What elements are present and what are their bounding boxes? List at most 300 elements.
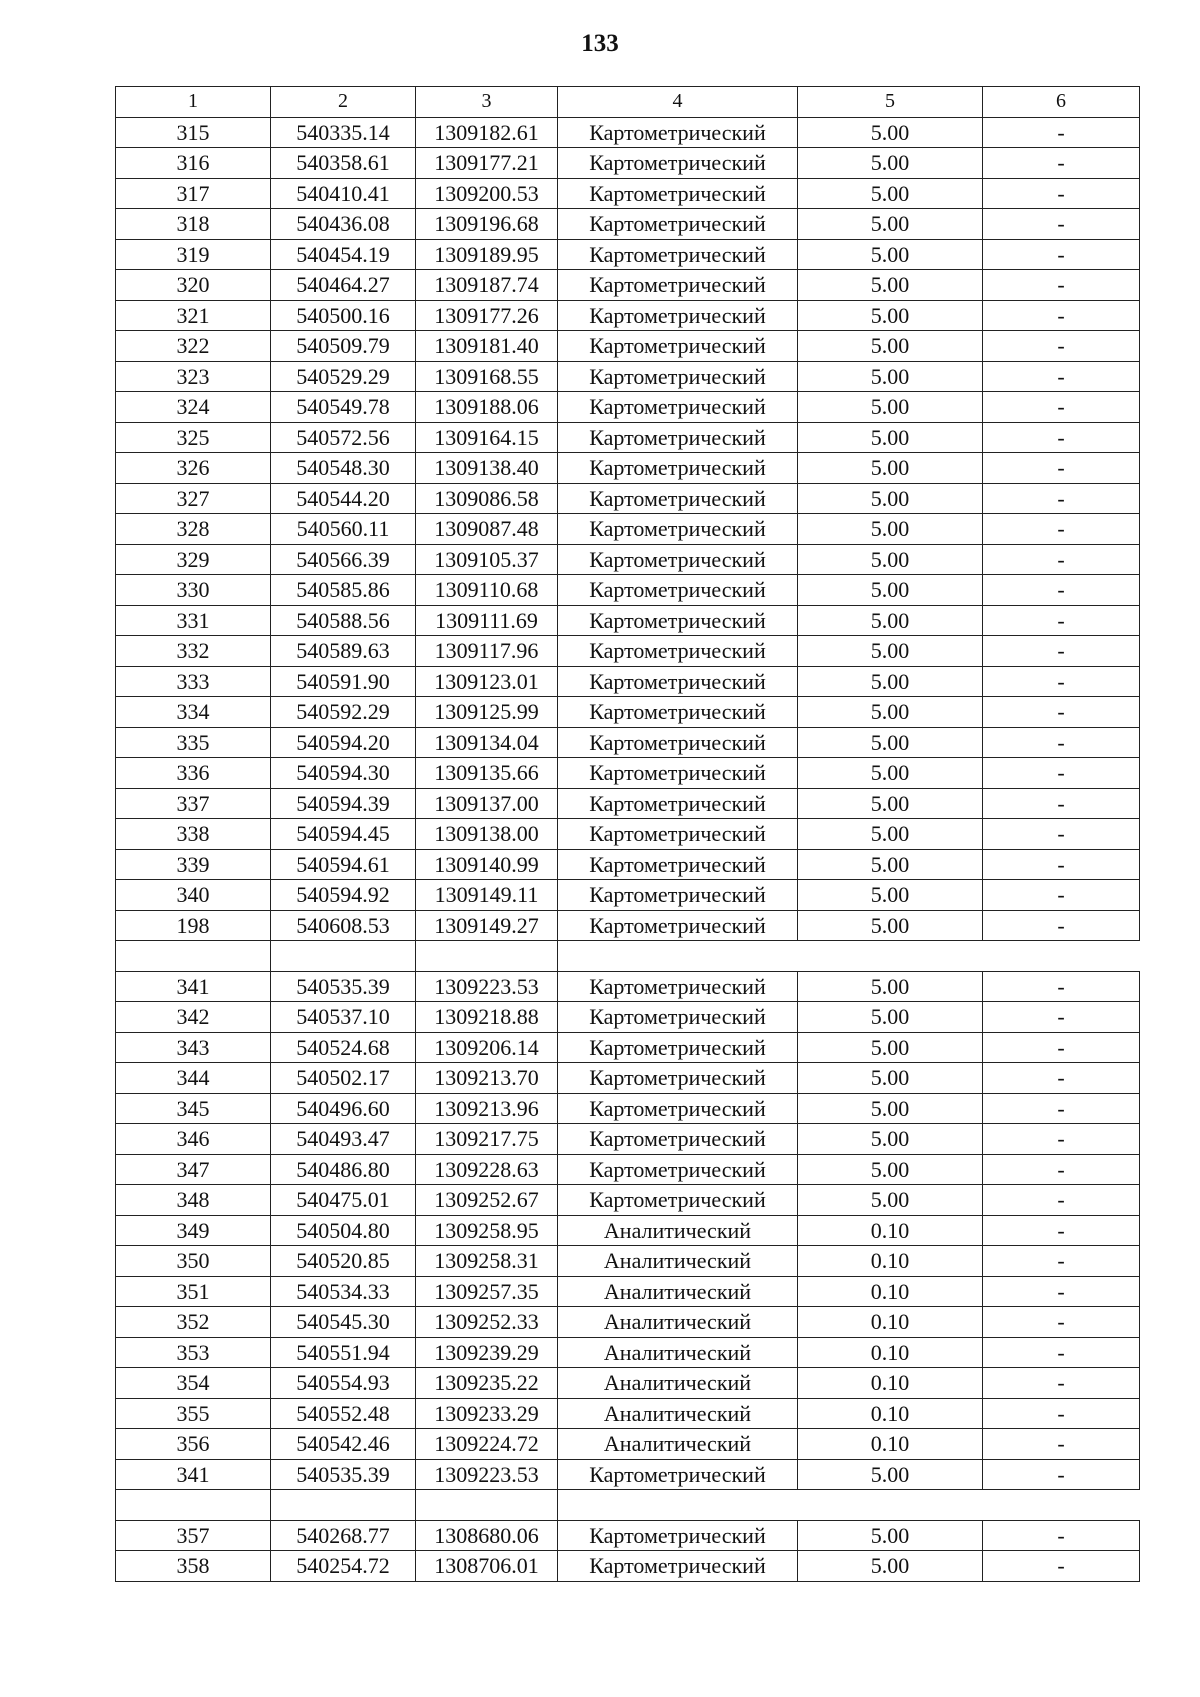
table-row [116,880,1140,911]
table-row [116,819,1140,850]
table-row [116,483,1140,514]
empty-cell [416,1490,558,1521]
point-number-cell: 318 [116,209,271,240]
point-number-cell: 356 [116,1429,271,1460]
accuracy-cell: 5.00 [798,758,983,789]
description-cell: - [983,1398,1140,1429]
description-cell: - [983,483,1140,514]
table-row [116,605,1140,636]
y-coordinate-cell: 1309213.96 [416,1093,558,1124]
method-cell: Картометрический [558,1520,798,1551]
x-coordinate-cell: 540500.16 [271,300,416,331]
method-cell: Картометрический [558,1459,798,1490]
accuracy-cell: 5.00 [798,910,983,941]
point-number-cell: 351 [116,1276,271,1307]
x-coordinate-cell: 540608.53 [271,910,416,941]
point-number-cell: 328 [116,514,271,545]
point-number-cell: 329 [116,544,271,575]
x-coordinate-cell: 540464.27 [271,270,416,301]
point-number-cell: 358 [116,1551,271,1582]
method-cell: Картометрический [558,575,798,606]
method-cell: Картометрический [558,270,798,301]
point-number-cell: 317 [116,178,271,209]
method-cell: Картометрический [558,300,798,331]
y-coordinate-cell: 1309110.68 [416,575,558,606]
method-cell: Картометрический [558,910,798,941]
description-cell: - [983,666,1140,697]
column-header: 3 [416,87,558,118]
table-row [116,148,1140,179]
accuracy-cell: 5.00 [798,453,983,484]
point-number-cell: 338 [116,819,271,850]
x-coordinate-cell: 540554.93 [271,1368,416,1399]
accuracy-cell: 5.00 [798,788,983,819]
y-coordinate-cell: 1309149.11 [416,880,558,911]
table-separator-row [116,1490,1140,1521]
description-cell: - [983,514,1140,545]
description-cell: - [983,1337,1140,1368]
table-row [116,544,1140,575]
method-cell: Картометрический [558,1032,798,1063]
y-coordinate-cell: 1309111.69 [416,605,558,636]
y-coordinate-cell: 1309196.68 [416,209,558,240]
table-row [116,300,1140,331]
x-coordinate-cell: 540594.45 [271,819,416,850]
table-row [116,575,1140,606]
x-coordinate-cell: 540560.11 [271,514,416,545]
method-cell: Картометрический [558,1002,798,1033]
method-cell: Картометрический [558,880,798,911]
y-coordinate-cell: 1309140.99 [416,849,558,880]
description-cell: - [983,1154,1140,1185]
x-coordinate-cell: 540454.19 [271,239,416,270]
empty-cell [558,941,1140,972]
accuracy-cell: 5.00 [798,1551,983,1582]
table-body [116,87,1140,1582]
description-cell: - [983,819,1140,850]
accuracy-cell: 5.00 [798,514,983,545]
point-number-cell: 325 [116,422,271,453]
point-number-cell: 357 [116,1520,271,1551]
x-coordinate-cell: 540529.29 [271,361,416,392]
accuracy-cell: 5.00 [798,971,983,1002]
point-number-cell: 347 [116,1154,271,1185]
method-cell: Аналитический [558,1215,798,1246]
y-coordinate-cell: 1309123.01 [416,666,558,697]
method-cell: Картометрический [558,483,798,514]
empty-cell [416,941,558,972]
accuracy-cell: 5.00 [798,483,983,514]
accuracy-cell: 5.00 [798,1002,983,1033]
x-coordinate-cell: 540358.61 [271,148,416,179]
x-coordinate-cell: 540509.79 [271,331,416,362]
point-number-cell: 315 [116,117,271,148]
table-row [116,758,1140,789]
method-cell: Картометрический [558,971,798,1002]
x-coordinate-cell: 540594.39 [271,788,416,819]
accuracy-cell: 5.00 [798,1124,983,1155]
table-row [116,849,1140,880]
table-row [116,1276,1140,1307]
table-row [116,1337,1140,1368]
description-cell: - [983,361,1140,392]
x-coordinate-cell: 540535.39 [271,1459,416,1490]
y-coordinate-cell: 1309224.72 [416,1429,558,1460]
method-cell: Картометрический [558,1551,798,1582]
accuracy-cell: 5.00 [798,1185,983,1216]
point-number-cell: 316 [116,148,271,179]
accuracy-cell: 5.00 [798,148,983,179]
table-row [116,1124,1140,1155]
x-coordinate-cell: 540496.60 [271,1093,416,1124]
table-row [116,636,1140,667]
method-cell: Аналитический [558,1246,798,1277]
table-row [116,1093,1140,1124]
point-number-cell: 353 [116,1337,271,1368]
x-coordinate-cell: 540502.17 [271,1063,416,1094]
x-coordinate-cell: 540585.86 [271,575,416,606]
method-cell: Картометрический [558,178,798,209]
y-coordinate-cell: 1309228.63 [416,1154,558,1185]
table-row [116,392,1140,423]
method-cell: Картометрический [558,422,798,453]
description-cell: - [983,148,1140,179]
x-coordinate-cell: 540537.10 [271,1002,416,1033]
y-coordinate-cell: 1309223.53 [416,1459,558,1490]
accuracy-cell: 5.00 [798,575,983,606]
x-coordinate-cell: 540591.90 [271,666,416,697]
column-header: 4 [558,87,798,118]
method-cell: Картометрический [558,758,798,789]
accuracy-cell: 5.00 [798,727,983,758]
table-row [116,910,1140,941]
description-cell: - [983,849,1140,880]
accuracy-cell: 5.00 [798,697,983,728]
method-cell: Картометрический [558,666,798,697]
accuracy-cell: 5.00 [798,544,983,575]
point-number-cell: 340 [116,880,271,911]
table-separator-row [116,941,1140,972]
accuracy-cell: 0.10 [798,1429,983,1460]
table-row [116,971,1140,1002]
point-number-cell: 343 [116,1032,271,1063]
y-coordinate-cell: 1309134.04 [416,727,558,758]
description-cell: - [983,880,1140,911]
point-number-cell: 344 [116,1063,271,1094]
point-number-cell: 341 [116,1459,271,1490]
point-number-cell: 332 [116,636,271,667]
empty-cell [116,1490,271,1521]
x-coordinate-cell: 540254.72 [271,1551,416,1582]
point-number-cell: 346 [116,1124,271,1155]
point-number-cell: 348 [116,1185,271,1216]
x-coordinate-cell: 540544.20 [271,483,416,514]
table-row [116,1215,1140,1246]
y-coordinate-cell: 1309188.06 [416,392,558,423]
description-cell: - [983,209,1140,240]
y-coordinate-cell: 1309252.33 [416,1307,558,1338]
table-row [116,1002,1140,1033]
y-coordinate-cell: 1309200.53 [416,178,558,209]
description-cell: - [983,697,1140,728]
y-coordinate-cell: 1309105.37 [416,544,558,575]
y-coordinate-cell: 1309138.00 [416,819,558,850]
page-number: 133 [581,30,619,57]
accuracy-cell: 5.00 [798,239,983,270]
method-cell: Картометрический [558,819,798,850]
description-cell: - [983,178,1140,209]
table-row [116,270,1140,301]
table-row [116,1154,1140,1185]
table-row [116,117,1140,148]
description-cell: - [983,788,1140,819]
coordinates-table [115,86,1140,1582]
accuracy-cell: 5.00 [798,361,983,392]
point-number-cell: 198 [116,910,271,941]
method-cell: Картометрический [558,697,798,728]
column-header: 6 [983,87,1140,118]
method-cell: Картометрический [558,209,798,240]
point-number-cell: 323 [116,361,271,392]
description-cell: - [983,1551,1140,1582]
y-coordinate-cell: 1309258.95 [416,1215,558,1246]
y-coordinate-cell: 1309206.14 [416,1032,558,1063]
description-cell: - [983,1368,1140,1399]
table-row [116,239,1140,270]
y-coordinate-cell: 1309239.29 [416,1337,558,1368]
description-cell: - [983,758,1140,789]
table-row [116,514,1140,545]
y-coordinate-cell: 1309252.67 [416,1185,558,1216]
x-coordinate-cell: 540551.94 [271,1337,416,1368]
y-coordinate-cell: 1309257.35 [416,1276,558,1307]
point-number-cell: 350 [116,1246,271,1277]
method-cell: Картометрический [558,514,798,545]
point-number-cell: 319 [116,239,271,270]
accuracy-cell: 5.00 [798,392,983,423]
point-number-cell: 341 [116,971,271,1002]
x-coordinate-cell: 540493.47 [271,1124,416,1155]
empty-cell [271,941,416,972]
method-cell: Картометрический [558,849,798,880]
point-number-cell: 321 [116,300,271,331]
point-number-cell: 330 [116,575,271,606]
point-number-cell: 339 [116,849,271,880]
empty-cell [271,1490,416,1521]
table-row [116,1459,1140,1490]
description-cell: - [983,636,1140,667]
y-coordinate-cell: 1309168.55 [416,361,558,392]
description-cell: - [983,1093,1140,1124]
description-cell: - [983,1307,1140,1338]
method-cell: Картометрический [558,1154,798,1185]
accuracy-cell: 5.00 [798,1154,983,1185]
accuracy-cell: 5.00 [798,209,983,240]
table-row [116,209,1140,240]
point-number-cell: 349 [116,1215,271,1246]
accuracy-cell: 5.00 [798,300,983,331]
description-cell: - [983,1002,1140,1033]
method-cell: Картометрический [558,361,798,392]
point-number-cell: 342 [116,1002,271,1033]
accuracy-cell: 5.00 [798,880,983,911]
description-cell: - [983,1124,1140,1155]
description-cell: - [983,1520,1140,1551]
table-row [116,422,1140,453]
method-cell: Аналитический [558,1337,798,1368]
y-coordinate-cell: 1309189.95 [416,239,558,270]
table-row [116,1185,1140,1216]
accuracy-cell: 0.10 [798,1307,983,1338]
description-cell: - [983,300,1140,331]
description-cell: - [983,270,1140,301]
method-cell: Аналитический [558,1368,798,1399]
table-row [116,1551,1140,1582]
accuracy-cell: 5.00 [798,1520,983,1551]
description-cell: - [983,971,1140,1002]
accuracy-cell: 5.00 [798,422,983,453]
description-cell: - [983,544,1140,575]
x-coordinate-cell: 540410.41 [271,178,416,209]
y-coordinate-cell: 1309181.40 [416,331,558,362]
description-cell: - [983,575,1140,606]
method-cell: Картометрический [558,117,798,148]
accuracy-cell: 5.00 [798,331,983,362]
description-cell: - [983,117,1140,148]
table-row [116,1063,1140,1094]
x-coordinate-cell: 540548.30 [271,453,416,484]
description-cell: - [983,1459,1140,1490]
table-row [116,1398,1140,1429]
empty-cell [558,1490,1140,1521]
description-cell: - [983,1032,1140,1063]
accuracy-cell: 0.10 [798,1368,983,1399]
x-coordinate-cell: 540504.80 [271,1215,416,1246]
method-cell: Картометрический [558,788,798,819]
point-number-cell: 333 [116,666,271,697]
y-coordinate-cell: 1309233.29 [416,1398,558,1429]
method-cell: Картометрический [558,544,798,575]
accuracy-cell: 0.10 [798,1398,983,1429]
y-coordinate-cell: 1309177.26 [416,300,558,331]
x-coordinate-cell: 540594.30 [271,758,416,789]
column-header: 2 [271,87,416,118]
accuracy-cell: 5.00 [798,666,983,697]
table-row [116,1368,1140,1399]
x-coordinate-cell: 540436.08 [271,209,416,240]
table-row [116,1032,1140,1063]
point-number-cell: 324 [116,392,271,423]
description-cell: - [983,331,1140,362]
table-row [116,697,1140,728]
x-coordinate-cell: 540268.77 [271,1520,416,1551]
accuracy-cell: 0.10 [798,1337,983,1368]
x-coordinate-cell: 540592.29 [271,697,416,728]
column-header: 1 [116,87,271,118]
accuracy-cell: 5.00 [798,605,983,636]
accuracy-cell: 5.00 [798,636,983,667]
table-row [116,178,1140,209]
y-coordinate-cell: 1309177.21 [416,148,558,179]
accuracy-cell: 5.00 [798,1032,983,1063]
description-cell: - [983,453,1140,484]
x-coordinate-cell: 540545.30 [271,1307,416,1338]
description-cell: - [983,239,1140,270]
y-coordinate-cell: 1309187.74 [416,270,558,301]
table-row [116,1429,1140,1460]
table-row [116,727,1140,758]
y-coordinate-cell: 1309218.88 [416,1002,558,1033]
point-number-cell: 327 [116,483,271,514]
accuracy-cell: 5.00 [798,270,983,301]
description-cell: - [983,605,1140,636]
point-number-cell: 331 [116,605,271,636]
method-cell: Картометрический [558,636,798,667]
method-cell: Картометрический [558,1185,798,1216]
accuracy-cell: 5.00 [798,117,983,148]
accuracy-cell: 5.00 [798,849,983,880]
y-coordinate-cell: 1308706.01 [416,1551,558,1582]
table-row [116,666,1140,697]
method-cell: Картометрический [558,1063,798,1094]
accuracy-cell: 0.10 [798,1246,983,1277]
y-coordinate-cell: 1309217.75 [416,1124,558,1155]
column-header: 5 [798,87,983,118]
accuracy-cell: 5.00 [798,1063,983,1094]
point-number-cell: 336 [116,758,271,789]
description-cell: - [983,1429,1140,1460]
table-row [116,331,1140,362]
y-coordinate-cell: 1309164.15 [416,422,558,453]
method-cell: Картометрический [558,239,798,270]
point-number-cell: 352 [116,1307,271,1338]
y-coordinate-cell: 1309258.31 [416,1246,558,1277]
x-coordinate-cell: 540335.14 [271,117,416,148]
x-coordinate-cell: 540549.78 [271,392,416,423]
method-cell: Аналитический [558,1276,798,1307]
accuracy-cell: 5.00 [798,178,983,209]
accuracy-cell: 5.00 [798,1459,983,1490]
accuracy-cell: 5.00 [798,1093,983,1124]
y-coordinate-cell: 1309086.58 [416,483,558,514]
x-coordinate-cell: 540535.39 [271,971,416,1002]
method-cell: Аналитический [558,1429,798,1460]
point-number-cell: 345 [116,1093,271,1124]
x-coordinate-cell: 540475.01 [271,1185,416,1216]
y-coordinate-cell: 1309138.40 [416,453,558,484]
x-coordinate-cell: 540524.68 [271,1032,416,1063]
point-number-cell: 326 [116,453,271,484]
y-coordinate-cell: 1309117.96 [416,636,558,667]
method-cell: Картометрический [558,453,798,484]
point-number-cell: 320 [116,270,271,301]
method-cell: Картометрический [558,1124,798,1155]
point-number-cell: 335 [116,727,271,758]
description-cell: - [983,1063,1140,1094]
x-coordinate-cell: 540589.63 [271,636,416,667]
point-number-cell: 354 [116,1368,271,1399]
x-coordinate-cell: 540486.80 [271,1154,416,1185]
x-coordinate-cell: 540572.56 [271,422,416,453]
method-cell: Картометрический [558,331,798,362]
table-row [116,361,1140,392]
y-coordinate-cell: 1309137.00 [416,788,558,819]
y-coordinate-cell: 1309149.27 [416,910,558,941]
description-cell: - [983,1185,1140,1216]
method-cell: Аналитический [558,1398,798,1429]
method-cell: Картометрический [558,148,798,179]
accuracy-cell: 0.10 [798,1276,983,1307]
